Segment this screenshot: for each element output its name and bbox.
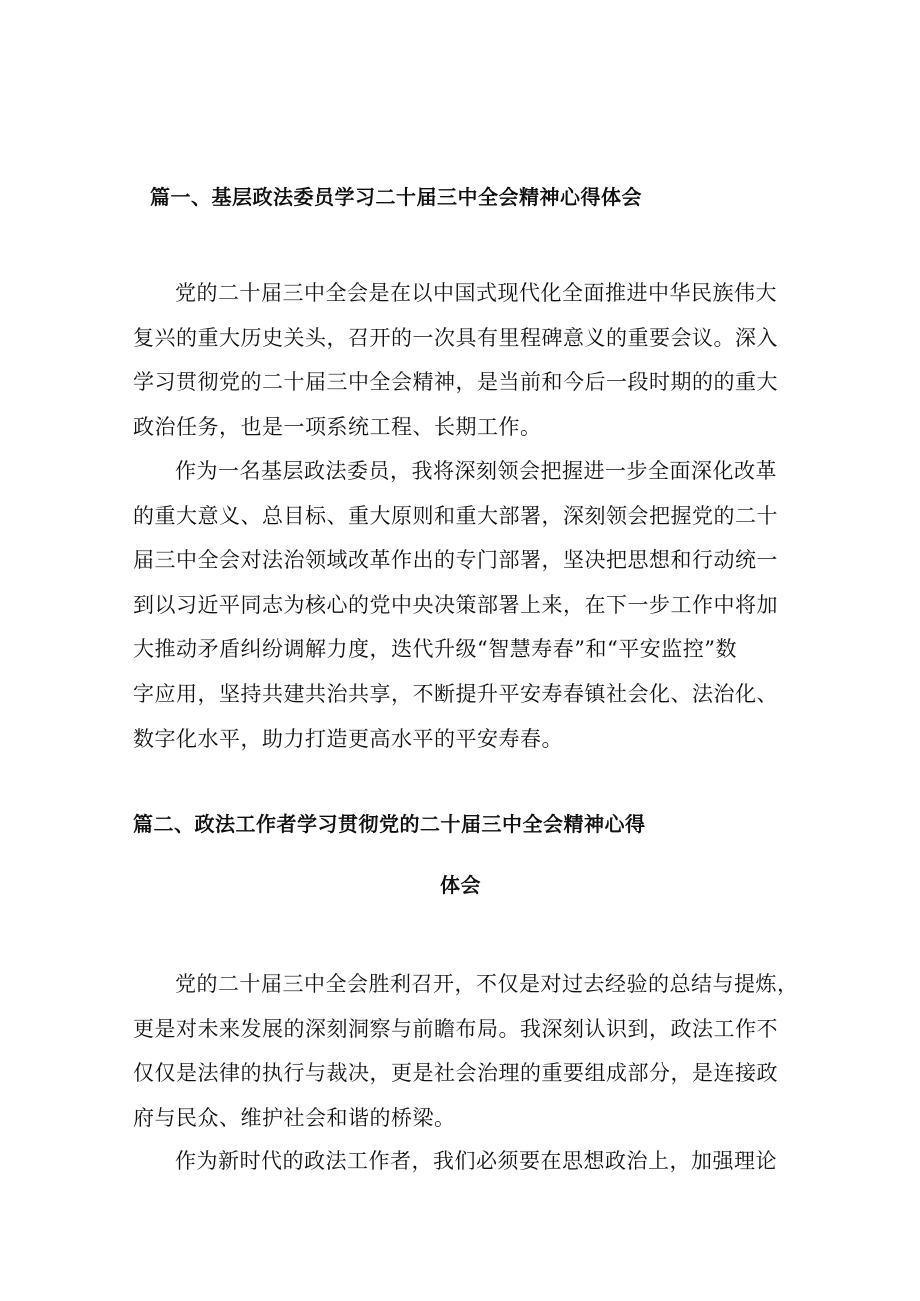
text-line: 字应用，坚持共建共治共享，不断提升平安寿春镇社会化、法治化、 <box>133 681 778 706</box>
text-line: 政治任务，也是一项系统工程、长期工作。 <box>133 414 542 439</box>
section-1-paragraph-1 <box>133 271 798 449</box>
section-1-paragraph-2 <box>133 449 798 761</box>
text-line: 党的二十届三中全会胜利召开，不仅是对过去经验的总结与提炼， <box>175 972 799 996</box>
text-line: 届三中全会对法治领域改革作出的专门部署，坚决把思想和行动统一 <box>133 548 778 573</box>
text-line: 仅仅是法律的执行与裁决，更是社会治理的重要组成部分，是连接政 <box>133 1061 778 1086</box>
section-1-title: 篇一、基层政法委员学习二十届三中全会精神心得体会 <box>150 185 642 209</box>
text-line: 到以习近平同志为核心的党中央决策部署上来，在下一步工作中将加 <box>133 592 778 617</box>
section-2-title-line-1: 篇二、政法工作者学习贯彻党的二十届三中全会精神心得 <box>133 812 646 836</box>
section-2-paragraph-2 <box>133 1139 798 1184</box>
text-line: 大推动矛盾纠纷调解力度，迭代升级“智慧寿春”和“平安监控”数 <box>133 637 737 662</box>
text-line: 的重大意义、总目标、重大原则和重大部署，深刻领会把握党的二十 <box>133 503 778 528</box>
text-line: 作为一名基层政法委员，我将深刻领会把握进一步全面深化改革 <box>175 459 777 483</box>
text-line: 复兴的重大历史关头，召开的一次具有里程碑意义的重要会议。深入 <box>133 325 778 350</box>
text-line: 党的二十届三中全会是在以中国式现代化全面推进中华民族伟大 <box>175 281 777 305</box>
section-2-title-line-2: 体会 <box>440 873 481 897</box>
text-line: 更是对未来发展的深刻洞察与前瞻布局。我深刻认识到，政法工作不 <box>133 1016 778 1041</box>
text-line: 作为新时代的政法工作者，我们必须要在思想政治上，加强理论 <box>175 1149 777 1173</box>
text-line: 学习贯彻党的二十届三中全会精神，是当前和今后一段时期的的重大 <box>133 370 778 395</box>
section-2-paragraph-1 <box>133 962 798 1140</box>
text-line: 府与民众、维护社会和谐的桥梁。 <box>133 1105 456 1130</box>
text-line: 数字化水平，助力打造更高水平的平安寿春。 <box>133 726 563 751</box>
